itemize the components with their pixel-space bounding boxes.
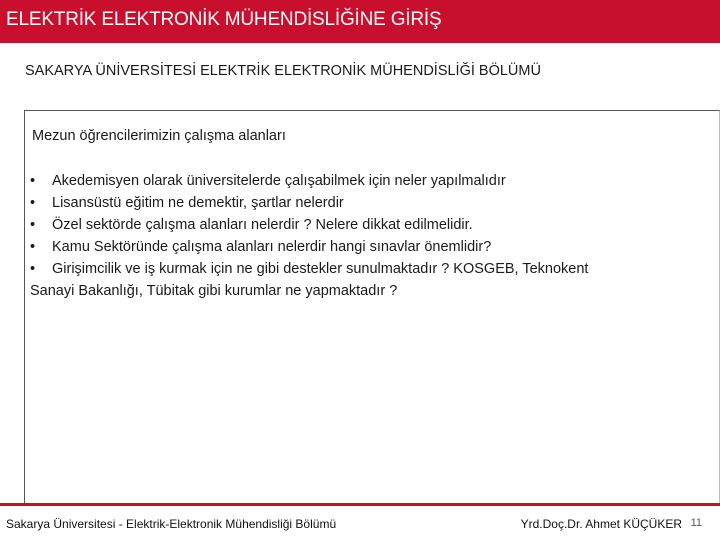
bullet-icon: • (30, 217, 36, 233)
title-bar (0, 0, 720, 43)
page-number: 11 (690, 517, 702, 529)
bullet-icon: • (30, 173, 36, 189)
list-item-text: Akedemisyen olarak üniversitelerde çalışabilmek için neler yapılmalıdır (52, 173, 506, 189)
bullet-icon: • (30, 195, 36, 211)
list-item (30, 170, 710, 192)
list-item (30, 192, 710, 214)
footer-department: Sakarya Üniversitesi - Elektrik-Elektronik Mühendisliği Bölümü (6, 517, 337, 531)
list-item (30, 258, 710, 280)
slide-title: ELEKTRİK ELEKTRONİK MÜHENDİSLİĞİNE GİRİŞ (6, 9, 442, 30)
list-item-continuation (30, 280, 710, 302)
list-item-text: Girişimcilik ve iş kurmak için ne gibi destekler sunulmaktadır ? KOSGEB, Teknokent (52, 261, 589, 277)
list-item-text: Lisansüstü eğitim ne demektir, şartlar nelerdir (52, 195, 344, 211)
footer-divider (0, 503, 720, 506)
list-item (30, 236, 710, 258)
slide-subtitle: SAKARYA ÜNİVERSİTESİ ELEKTRİK ELEKTRONİK MÜHENDİSLİĞİ BÖLÜMÜ (25, 63, 541, 79)
footer-author: Yrd.Doç.Dr. Ahmet KÜÇÜKER (520, 517, 682, 531)
list-item-text: Özel sektörde çalışma alanları nelerdir ? Nelere dikkat edilmelidir. (52, 217, 473, 233)
continuation-text: Sanayi Bakanlığı, Tübitak gibi kurumlar ne yapmaktadır ? (30, 283, 398, 299)
list-item-text: Kamu Sektöründe çalışma alanları nelerdir hangi sınavlar önemlidir? (52, 239, 492, 255)
intro-text: Mezun öğrencilerimizin çalışma alanları (32, 128, 286, 144)
bullet-list (30, 170, 710, 302)
list-item (30, 214, 710, 236)
bullet-icon: • (30, 261, 36, 277)
bullet-icon: • (30, 239, 36, 255)
